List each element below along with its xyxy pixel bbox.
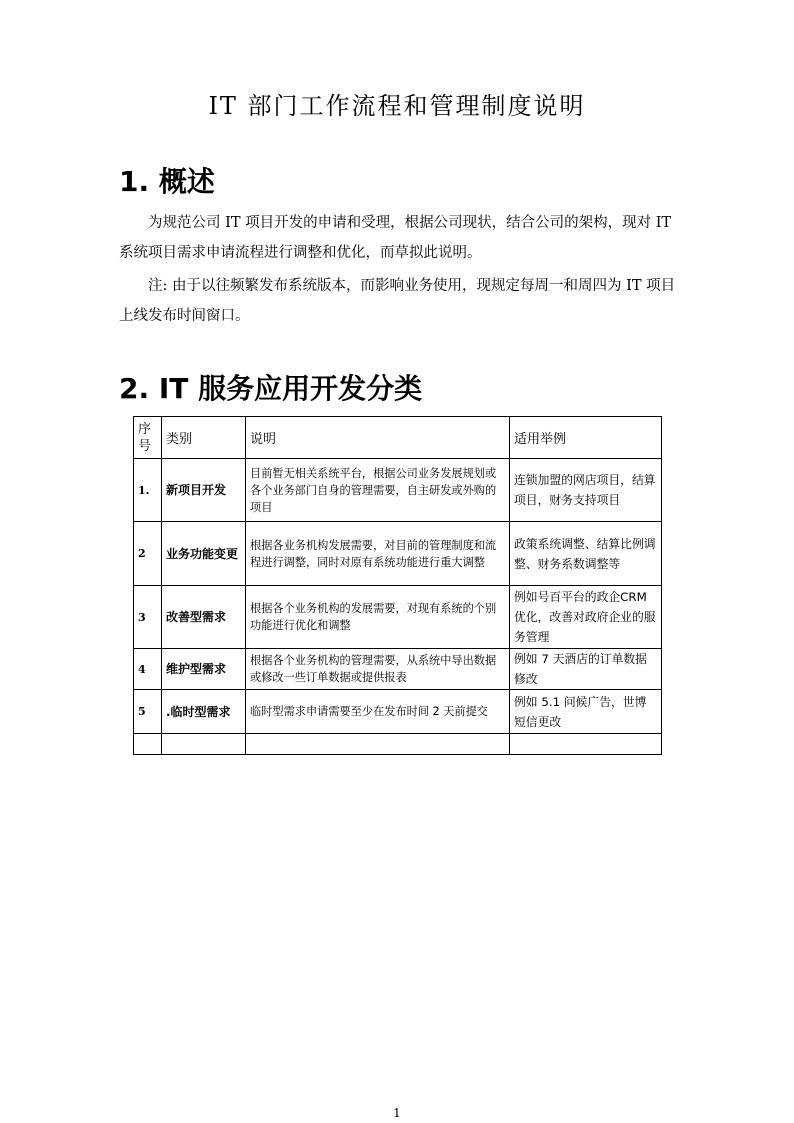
table-row [134, 690, 662, 734]
header-category: 类别 [162, 417, 246, 459]
table-row [134, 649, 662, 690]
empty-cell [246, 734, 510, 755]
paragraph-note-text: 注: 由于以往频繁发布系统版本，而影响业务使用，现规定每周一和周四为 IT 项目上线发布时间窗口。 [119, 278, 676, 324]
row-example: 例如号百平台的政企CRM优化，改善对政府企业的服务管理 [510, 586, 662, 649]
row-category: 业务功能变更 [162, 522, 246, 586]
header-description: 说明 [246, 417, 510, 459]
row-number: 5 [134, 690, 162, 734]
row-example: 例如 5.1 问候广告，世博短信更改 [510, 690, 662, 734]
table-header-row [134, 417, 662, 459]
row-category: 新项目开发 [162, 459, 246, 522]
row-number: 3 [134, 586, 162, 649]
row-category: .临时型需求 [162, 690, 246, 734]
classification-table [133, 416, 662, 755]
row-example: 连锁加盟的网店项目，结算项目，财务支持项目 [510, 459, 662, 522]
row-category: 维护型需求 [162, 649, 246, 690]
row-number: 1. [134, 459, 162, 522]
section-heading-classification: 2. IT 服务应用开发分类 [119, 372, 423, 405]
empty-cell [134, 734, 162, 755]
table-row [134, 459, 662, 522]
section-heading-overview: 1. 概述 [119, 165, 215, 198]
row-description: 临时型需求申请需要至少在发布时间 2 天前提交 [246, 690, 510, 734]
table-row [134, 522, 662, 586]
paragraph-intro-text: 为规范公司 IT 项目开发的申请和受理，根据公司现状，结合公司的架构，现对 IT 系统项目需求申请流程进行调整和优化，而草拟此说明。 [119, 215, 672, 261]
row-number: 2 [134, 522, 162, 586]
page-number: 1 [393, 1106, 401, 1120]
empty-cell [162, 734, 246, 755]
row-number: 4 [134, 649, 162, 690]
row-category: 改善型需求 [162, 586, 246, 649]
table-row-empty [134, 734, 662, 755]
row-example: 政策系统调整、结算比例调整、财务系数调整等 [510, 522, 662, 586]
paragraph-intro [119, 208, 677, 268]
document-title: IT 部门工作流程和管理制度说明 [208, 92, 586, 120]
table-row [134, 586, 662, 649]
paragraph-note [119, 271, 677, 331]
empty-cell [510, 734, 662, 755]
row-description: 根据各个业务机构的发展需要，对现有系统的个别功能进行优化和调整 [246, 586, 510, 649]
header-example: 适用举例 [510, 417, 662, 459]
row-description: 根据各个业务机构的管理需要，从系统中导出数据或修改一些订单数据或提供报表 [246, 649, 510, 690]
row-description: 根据各业务机构发展需要，对目前的管理制度和流程进行调整，同时对原有系统功能进行重大调整 [246, 522, 510, 586]
header-no: 序号 [134, 417, 162, 459]
row-example: 例如 7 天酒店的订单数据修改 [510, 649, 662, 690]
row-description: 目前暂无相关系统平台，根据公司业务发展规划或各个业务部门自身的管理需要，自主研发或外购的项目 [246, 459, 510, 522]
